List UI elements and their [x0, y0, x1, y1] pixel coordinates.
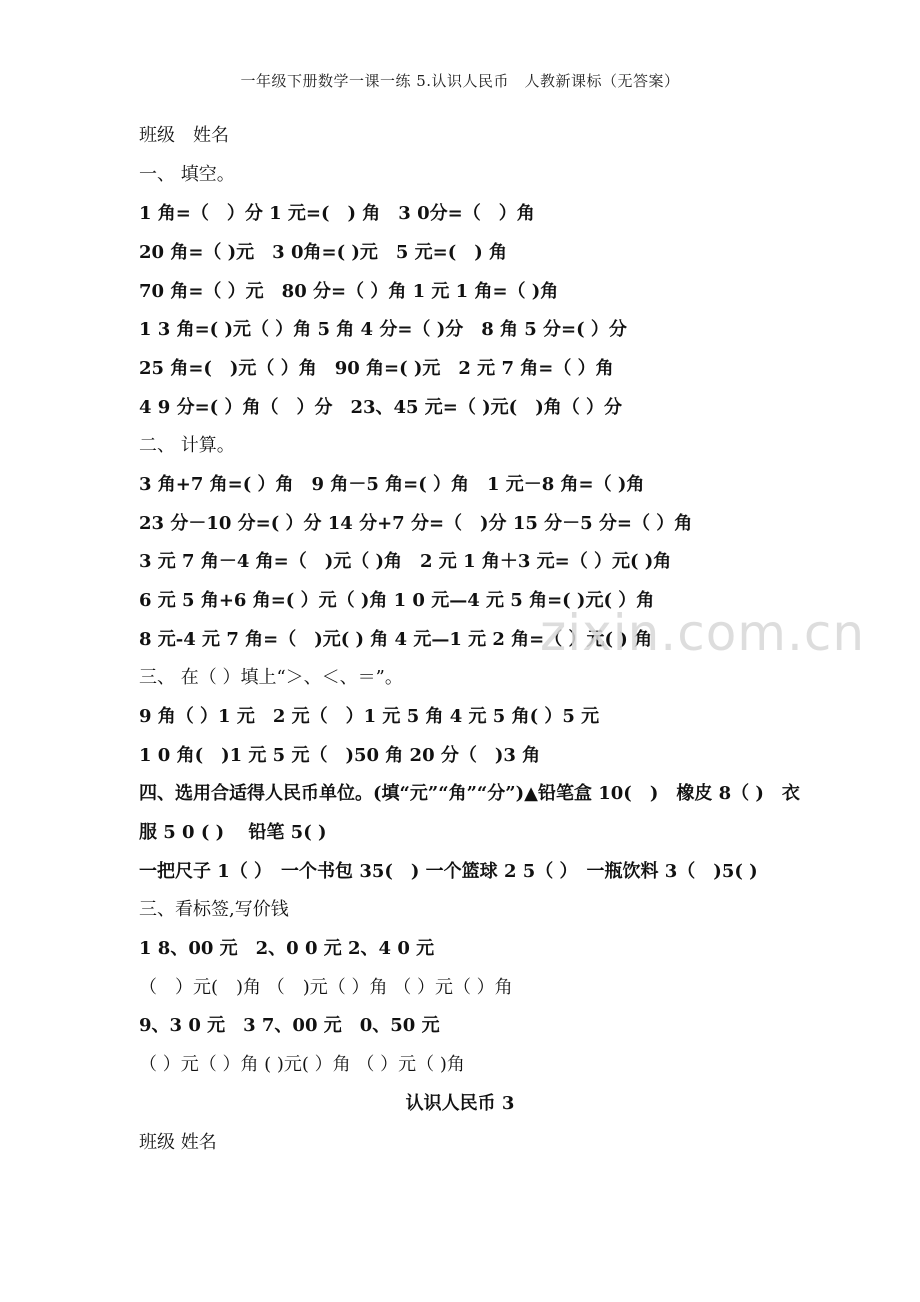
document-header: 一年级下册数学一课一练 5.认识人民币 人教新课标（无答案）	[240, 72, 680, 90]
section-heading-labels: 三、看标签,写价钱	[139, 899, 289, 920]
question-line: 23 分－10 分=( ）分 14 分+7 分=（ )分 15 分－5 分=（ ）角	[139, 513, 693, 534]
section-heading-fill: 一、 填空。	[139, 164, 235, 185]
section-heading-compare: 三、 在（ ）填上“＞、＜、＝”。	[139, 667, 403, 688]
question-line: 3 元 7 角－4 角=（ )元（ )角 2 元 1 角＋3 元=（ ）元( )角	[139, 551, 672, 572]
question-line: 9、3 0 元 3 7、00 元 0、50 元	[139, 1015, 440, 1036]
question-line: 25 角=( )元（ ）角 90 角=( )元 2 元 7 角=（ ）角	[139, 358, 614, 379]
watermark-text: zixin.com.cn	[540, 604, 866, 662]
question-line: 3 角+7 角=( ）角 9 角－5 角=( ）角 1 元－8 角=（ )角	[139, 474, 645, 495]
question-line: 一把尺子 1（ ） 一个书包 35( ) 一个篮球 2 5（ ） 一瓶饮料 3（ )5( )	[139, 861, 758, 882]
question-line: 20 角=（ )元 3 0角=( )元 5 元=( ) 角	[139, 242, 508, 263]
class-name-line: 班级 姓名	[139, 1132, 217, 1153]
question-line: 6 元 5 角+6 角=( ）元（ )角 1 0 元—4 元 5 角=( )元( ）角	[139, 590, 655, 611]
question-line: 8 元-4 元 7 角=（ )元( ) 角 4 元—1 元 2 角=（ ）元( ) 角	[139, 629, 653, 650]
question-line: 1 3 角=( )元（ ）角 5 角 4 分=（ )分 8 角 5 分=( ）分	[139, 319, 627, 340]
question-line: 1 0 角( )1 元 5 元（ )50 角 20 分（ )3 角	[139, 745, 541, 766]
question-line: （ ）元( )角 （ )元（ ）角 （ ）元（ ）角	[139, 977, 513, 998]
question-line: 70 角=（ ）元 80 分=（ ）角 1 元 1 角=（ )角	[139, 281, 559, 302]
question-line: （ ）元（ ）角 ( )元( ）角 （ ）元（ )角	[139, 1054, 465, 1075]
section-heading-units: 四、选用合适得人民币单位。(填“元”“角”“分”)▲铅笔盒 10( ) 橡皮 8（ ) 衣	[139, 783, 800, 804]
question-line: 9 角（ ）1 元 2 元（ ）1 元 5 角 4 元 5 角( ）5 元	[139, 706, 600, 727]
question-line: 4 9 分=( ）角（ ）分 23、45 元=（ )元( )角（ ）分	[139, 397, 622, 418]
question-line: 服 5 0 ( ) 铅笔 5( )	[139, 822, 327, 843]
section-heading-calc: 二、 计算。	[139, 435, 235, 456]
question-line: 1 8、00 元 2、0 0 元 2、4 0 元	[139, 938, 435, 959]
question-line: 1 角=（ ）分 1 元=( ) 角 3 0分=（ ）角	[139, 203, 535, 224]
class-name-line: 班级 姓名	[139, 125, 229, 146]
worksheet-subtitle: 认识人民币 3	[405, 1093, 515, 1114]
